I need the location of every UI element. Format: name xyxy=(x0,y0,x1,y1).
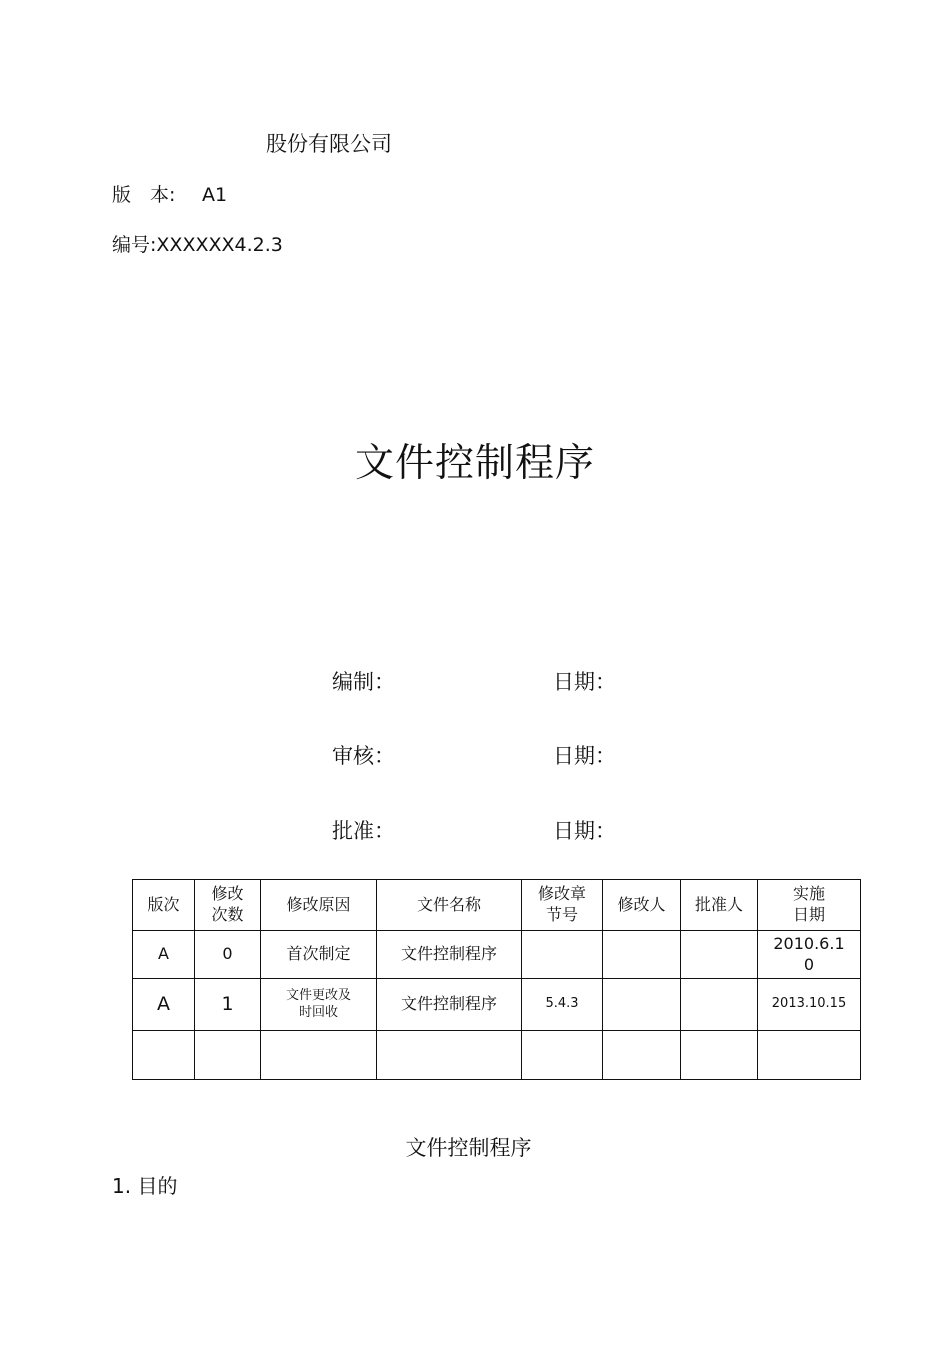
number-line xyxy=(112,230,283,257)
cell-approver xyxy=(681,1031,758,1080)
cell-effective-date: 2010.6.1 0 xyxy=(758,931,861,979)
cell-revision-count: 1 xyxy=(195,979,261,1031)
cell-revision-reason xyxy=(261,1031,377,1080)
cell-document-name: 文件控制程序 xyxy=(377,979,522,1031)
cell-effective-date xyxy=(758,1031,861,1080)
header-approver: 批准人 xyxy=(681,880,758,931)
cell-modifier xyxy=(603,931,681,979)
company-name: 股份有限公司 xyxy=(266,132,392,156)
header-revision-reason: 修改原因 xyxy=(261,880,377,931)
section-item-purpose: 1. 目的 xyxy=(112,1174,178,1198)
cell-edition: A xyxy=(133,979,195,1031)
prepared-date-label: 日期： xyxy=(553,670,616,694)
number-value: XXXXXX4.2.3 xyxy=(156,234,283,256)
version-line xyxy=(112,180,227,207)
header-modifier: 修改人 xyxy=(603,880,681,931)
cell-revision-reason: 首次制定 xyxy=(261,931,377,979)
approved-by-label: 批准： xyxy=(332,819,395,843)
document-title: 文件控制程序 xyxy=(354,441,595,486)
version-label: 版 本: xyxy=(112,184,176,206)
header-document-name: 文件名称 xyxy=(377,880,522,931)
cell-revision-count xyxy=(195,1031,261,1080)
cell-section-number xyxy=(522,1031,603,1080)
table-row xyxy=(133,979,861,1031)
section-title: 文件控制程序 xyxy=(405,1136,532,1160)
header-section-number: 修改章 节号 xyxy=(522,880,603,931)
reviewed-by-label: 审核： xyxy=(332,744,395,768)
cell-document-name xyxy=(377,1031,522,1080)
approved-date-label: 日期： xyxy=(553,819,616,843)
header-edition: 版次 xyxy=(133,880,195,931)
number-label: 编号: xyxy=(112,234,157,256)
prepared-by-label: 编制： xyxy=(332,670,395,694)
cell-revision-count: 0 xyxy=(195,931,261,979)
table-row xyxy=(133,1031,861,1080)
header-effective-date: 实施 日期 xyxy=(758,880,861,931)
cell-approver xyxy=(681,979,758,1031)
cell-edition xyxy=(133,1031,195,1080)
table-header-row xyxy=(133,880,861,931)
cell-modifier xyxy=(603,1031,681,1080)
cell-effective-date: 2013.10.15 xyxy=(758,979,861,1031)
cell-edition: A xyxy=(133,931,195,979)
version-value: A1 xyxy=(202,184,228,206)
cell-revision-reason: 文件更改及 时回收 xyxy=(261,979,377,1031)
table-row xyxy=(133,931,861,979)
reviewed-date-label: 日期： xyxy=(553,744,616,768)
revision-table xyxy=(132,879,861,1080)
cell-approver xyxy=(681,931,758,979)
cell-document-name: 文件控制程序 xyxy=(377,931,522,979)
header-revision-count: 修改 次数 xyxy=(195,880,261,931)
cell-section-number: 5.4.3 xyxy=(522,979,603,1031)
cell-section-number xyxy=(522,931,603,979)
cell-modifier xyxy=(603,979,681,1031)
